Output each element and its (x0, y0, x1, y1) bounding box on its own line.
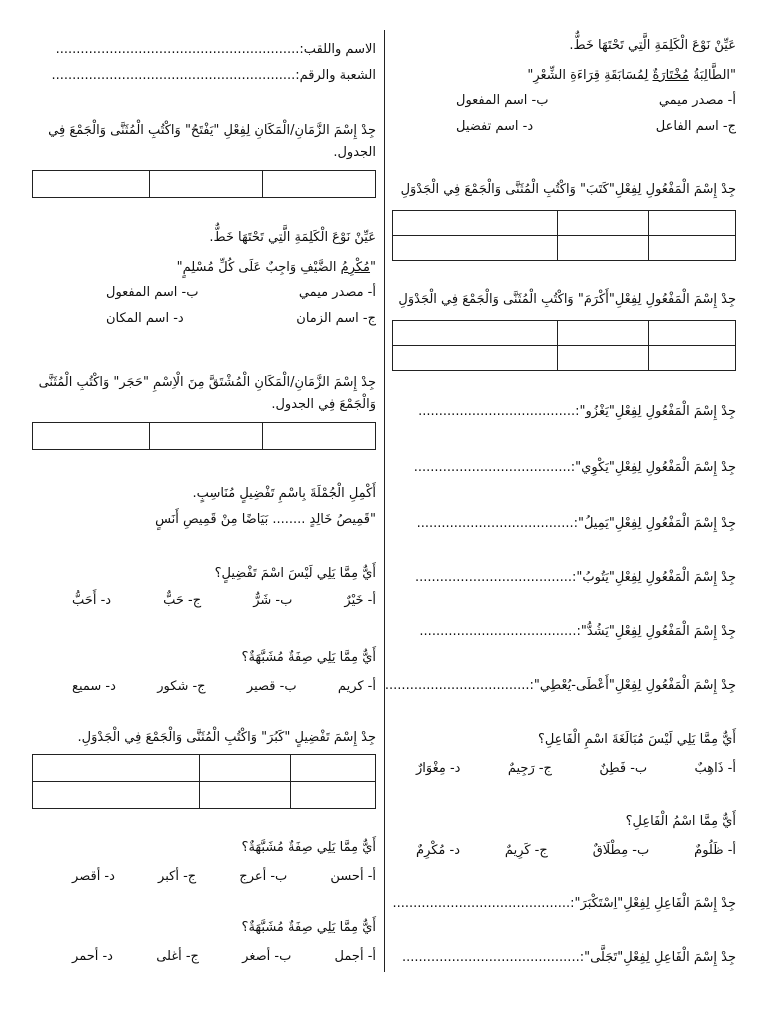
l-q1-answer-table (32, 170, 376, 198)
r-q6 (392, 894, 736, 914)
answer-cell[interactable] (150, 423, 263, 450)
r-q2 (392, 180, 736, 261)
l-q6-option-a[interactable]: أ- كريم (337, 679, 376, 694)
l-q7 (32, 728, 376, 809)
answer-cell[interactable] (291, 755, 376, 782)
answer-cell[interactable] (649, 236, 736, 261)
answer-blank[interactable]: ...................................... (419, 624, 577, 639)
l-q6-option-b[interactable]: ب- قصير (246, 679, 297, 694)
r-q1 (392, 36, 736, 138)
fill-label: جِدْ إِسْمَ الْفَاعِلِ لِفِعْلِ"تَجَلَّى": (579, 950, 736, 965)
r-q1-option-a[interactable]: أ- مصدر ميمي (658, 93, 736, 108)
l-q3-answer-table (32, 422, 376, 450)
answer-cell[interactable] (558, 236, 649, 261)
l-q4-sentence: "قَمِيصُ خَالِدٍ ........ بَيَاضًا مِنْ قَمِيصِ أَنَسٍ (155, 512, 376, 527)
r-q5-option-b[interactable]: ب- مِطْلَاقٌ (592, 843, 650, 858)
r-fill-1 (392, 458, 736, 478)
l-q2-sentence-suffix: الضَّيْفِ وَاجِبٌ عَلَى كُلِّ مُسْلِمٍ" (176, 260, 341, 275)
l-q9-title: أَيٌّ مِمَّا يَلِي صِفَةٌ مُشَبَّهَةٌ؟ (241, 920, 376, 935)
name-label: الاسم واللقب: (299, 42, 376, 57)
r-q1-option-c[interactable]: ج- اسم الفاعل (655, 119, 736, 134)
column-divider (384, 30, 385, 972)
l-q9-option-a[interactable]: أ- أجمل (334, 949, 376, 964)
l-q9-option-b[interactable]: ب- أصغر (242, 949, 292, 964)
l-q3 (32, 372, 376, 450)
r-q1-title: عَيِّنْ نَوْعَ الْكَلِمَةِ الَّتِي تَحْتَهَا خَطٌّ. (569, 38, 736, 53)
r-q4-option-a[interactable]: أ- ذَاهِبٌ (694, 761, 736, 776)
l-q5-option-b[interactable]: ب- شَرٌّ (253, 593, 293, 608)
answer-cell[interactable] (649, 321, 736, 346)
r-q3 (392, 290, 736, 371)
student-info (32, 40, 376, 86)
r-q4-option-b[interactable]: ب- فَطِنٌ (599, 761, 648, 776)
r-q5-option-a[interactable]: أ- ظَلُومٌ (694, 843, 736, 858)
r-q5-option-c[interactable]: ج- كَرِيمٌ (504, 843, 548, 858)
fill-label: جِدْ إِسْمَ الْفَاعِلِ لِفِعْلِ"اِسْتَكْبَرَ": (570, 896, 736, 911)
answer-cell[interactable] (263, 423, 376, 450)
r-q1-option-b[interactable]: ب- اسم المفعول (456, 93, 549, 108)
fill-label: جِدْ إِسْمَ الْمَفْعُولِ لِفِعْلِ"يَغْزُو": (575, 404, 736, 419)
r-fill-5 (384, 676, 736, 696)
l-q2-title: عَيِّنْ نَوْعَ الْكَلِمَةِ الَّتِي تَحْتَهَا خَطٌّ. (209, 230, 376, 245)
l-q5-option-a[interactable]: أ- خَيْرٌ (344, 593, 376, 608)
l-q3-text: جِدْ إِسْمَ الزَّمَانِ/الْمَكَانِ الْمُشْتَقَّ مِنَ الْاِسْمِ "حَجَر" وَاكْتُبِ الْمُثَنَّى وَالْجَمْعَ فِي الجدول. (38, 375, 376, 412)
answer-cell[interactable] (393, 211, 558, 236)
r-q7 (392, 948, 736, 968)
fill-label: جِدْ إِسْمَ الْمَفْعُولِ لِفِعْلِ"يَتُوبُ": (572, 570, 736, 585)
r-q1-sentence-prefix: "الطَّالِبَةُ (688, 68, 736, 83)
l-q5-title: أَيٌّ مِمَّا يَلِي لَيْسَ اسْمَ تَفْضِيلٍ؟ (214, 566, 376, 581)
l-q2-option-c[interactable]: ج- اسم الزمان (296, 311, 376, 326)
class-label: الشعبة والرقم: (295, 68, 376, 83)
r-q4 (392, 730, 736, 780)
answer-cell[interactable] (150, 171, 263, 198)
l-q7-answer-table (32, 754, 376, 809)
r-q2-text: جِدْ إِسْمَ الْمَفْعُولِ لِفِعْلِ"كَتَبَ" وَاكْتُبِ الْمُثَنَّى وَالْجَمْعَ فِي الْجَدْوَلِ (400, 182, 736, 197)
answer-cell[interactable] (263, 171, 376, 198)
answer-cell[interactable] (33, 782, 200, 809)
l-q6-title: أَيٌّ مِمَّا يَلِي صِفَةٌ مُشَبَّهَةٌ؟ (241, 650, 376, 665)
r-fill-0 (392, 402, 736, 422)
answer-blank[interactable]: ...................................... (414, 570, 572, 585)
r-q5-title: أَيٌّ مِمَّا اسْمُ الْفَاعِلِ؟ (625, 814, 736, 829)
l-q9-option-c[interactable]: ج- أغلى (156, 949, 199, 964)
l-q2-option-d[interactable]: د- اسم المكان (106, 311, 184, 326)
l-q8 (32, 838, 376, 888)
r-q1-option-d[interactable]: د- اسم تفضيل (456, 119, 534, 134)
r-q3-answer-table (392, 320, 736, 371)
l-q8-title: أَيٌّ مِمَّا يَلِي صِفَةٌ مُشَبَّهَةٌ؟ (241, 840, 376, 855)
l-q2-options (106, 282, 376, 330)
answer-cell[interactable] (649, 211, 736, 236)
l-q6-option-d[interactable]: د- سميع (72, 679, 116, 694)
l-q5-option-c[interactable]: ج- حَبٌّ (163, 593, 202, 608)
answer-blank[interactable]: ...................................... (413, 460, 571, 475)
l-q6 (32, 648, 376, 698)
l-q1-text: جِدْ إِسْمَ الزَّمَانِ/الْمَكَانِ لِفِعْلِ "يَفْتَحُ" وَاكْتُبِ الْمُثَنَّى وَالْجَمْعَ فِي الجدول. (48, 123, 376, 160)
answer-blank[interactable]: ........................................... (402, 950, 580, 965)
fill-label: جِدْ إِسْمَ الْمَفْعُولِ لِفِعْلِ"يَكْوِي": (570, 460, 736, 475)
answer-cell[interactable] (200, 755, 291, 782)
r-q1-sentence-suffix: لِمُسَابَقَةِ قِرَاءَةِ الشِّعْرِ" (527, 68, 653, 83)
l-q5-option-d[interactable]: د- أَحَبُّ (72, 593, 112, 608)
l-q4 (32, 484, 376, 530)
l-q9-option-d[interactable]: د- أحمر (72, 949, 113, 964)
l-q8-option-a[interactable]: أ- أحسن (330, 869, 376, 884)
l-q8-option-d[interactable]: د- أقصر (72, 869, 115, 884)
r-q4-option-c[interactable]: ج- رَجِيمٌ (507, 761, 552, 776)
l-q2-underlined-word: مُكْرِمُ (340, 260, 371, 275)
l-q4-title: أَكْمِلِ الْجُمْلَةَ بِاسْمِ تَفْضِيلٍ مُنَاسِبٍ. (192, 486, 376, 501)
answer-cell[interactable] (393, 346, 558, 371)
r-q5 (392, 812, 736, 862)
r-q1-underlined-word: مُخْتَارَةٌ (652, 68, 689, 83)
r-q5-option-d[interactable]: د- مُكْرِمٌ (416, 843, 461, 858)
fill-label: جِدْ إِسْمَ الْمَفْعُولِ لِفِعْلِ"يَشُدُّ": (576, 624, 736, 639)
r-fill-2 (392, 514, 736, 534)
answer-blank[interactable]: ...................................... (418, 404, 576, 419)
answer-cell[interactable] (393, 321, 558, 346)
answer-cell[interactable] (33, 423, 150, 450)
fill-label: جِدْ إِسْمَ الْمَفْعُولِ لِفِعْلِ"يَمِيلُ": (573, 516, 736, 531)
answer-cell[interactable] (200, 782, 291, 809)
l-q2 (32, 228, 376, 330)
answer-cell[interactable] (393, 236, 558, 261)
answer-blank[interactable]: ...................................... (416, 516, 574, 531)
answer-cell[interactable] (558, 346, 649, 371)
l-q5 (32, 564, 376, 612)
answer-cell[interactable] (33, 755, 200, 782)
r-q4-option-d[interactable]: د- مِغْوَارٌ (416, 761, 461, 776)
l-q1 (32, 120, 376, 198)
l-q9 (32, 918, 376, 968)
answer-blank[interactable]: ........................................... (392, 896, 571, 911)
l-q7-text: جِدْ إِسْمَ تَفْضِيلٍ "كَبُرَ" وَاكْتُبِ الْمُثَنَّى وَالْجَمْعَ فِي الْجَدْوَلِ. (77, 730, 376, 745)
l-q2-sentence-prefix: " (370, 260, 376, 275)
answer-blank[interactable]: ................................... (384, 678, 530, 693)
name-blank[interactable]: ........................................................... (55, 42, 300, 57)
r-q3-text: جِدْ إِسْمَ الْمَفْعُولِ لِفِعْلِ"أَكْرَمَ" وَاكْتُبِ الْمُثَنَّى وَالْجَمْعَ فِي الْجَدْوَلِ (398, 292, 736, 307)
answer-cell[interactable] (558, 321, 649, 346)
l-q2-option-b[interactable]: ب- اسم المفعول (106, 285, 199, 300)
l-q2-sentence (32, 258, 376, 278)
class-blank[interactable]: ........................................................... (51, 68, 296, 83)
answer-cell[interactable] (558, 211, 649, 236)
l-q8-option-b[interactable]: ب- أعرج (239, 869, 288, 884)
r-q1-options (456, 90, 736, 138)
r-q2-answer-table (392, 210, 736, 261)
r-q1-sentence (392, 66, 736, 86)
r-q4-title: أَيٌّ مِمَّا يَلِي لَيْسَ مُبَالَغَةَ اسْمِ الْفَاعِلِ؟ (537, 732, 736, 747)
answer-cell[interactable] (33, 171, 150, 198)
answer-cell[interactable] (291, 782, 376, 809)
answer-cell[interactable] (649, 346, 736, 371)
fill-label: جِدْ إِسْمَ الْمَفْعُولِ لِفِعْلِ"أَعْطَى-يُعْطِي": (529, 678, 736, 693)
r-fill-3 (392, 568, 736, 588)
l-q6-option-c[interactable]: ج- شكور (157, 679, 206, 694)
l-q2-option-a[interactable]: أ- مصدر ميمي (298, 285, 376, 300)
l-q8-option-c[interactable]: ج- أكبر (158, 869, 197, 884)
r-fill-4 (392, 622, 736, 642)
